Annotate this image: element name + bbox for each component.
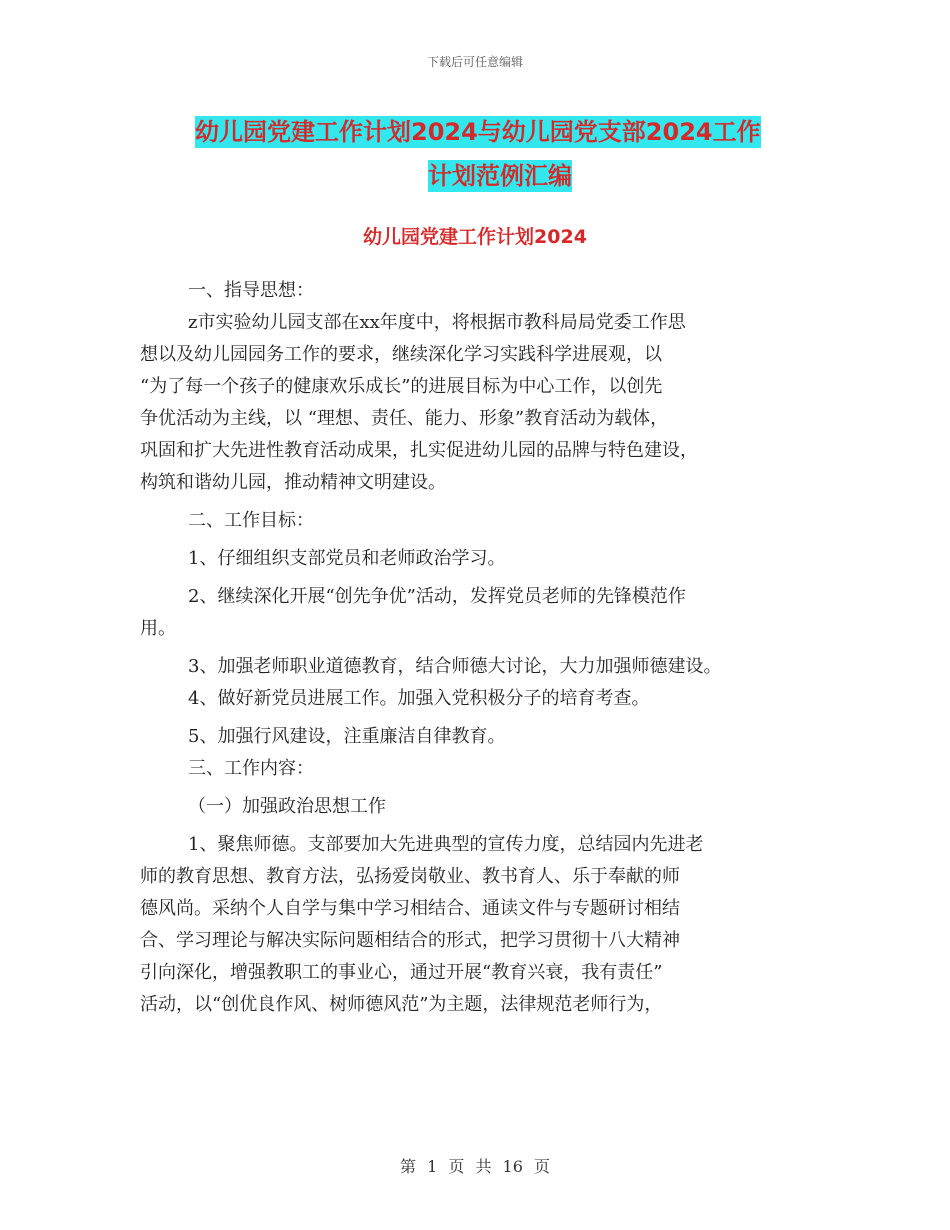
section-title: 幼儿园党建工作计划2024 [363,226,587,248]
title-line-1: 幼儿园党建工作计划2024与幼儿园党支部2024工作 [195,118,761,146]
paragraph-guiding-thought: z市实验幼儿园支部在xx年度中，将根据市教科局局党委工作思 想以及幼儿园园务工作的要求，继续深化学习实践科学进展观，以 “为了每一个孩子的健康欢乐成长”的进展目标为中心工作，以创先 争优活动为主线，以 “理想、责任、能力、形象”教育活动为载体， 巩固和扩大先进性教育活动成果，扎实促进幼儿园的品牌与特色建设， 构筑和谐幼儿园，推动精神文明建设。 [140,312,698,493]
goal-item-5: 5、加强行风建设，注重廉洁自律教育。 [188,726,506,747]
document-body [140,275,830,1021]
goal-item-4: 4、做好新党员进展工作。加强入党积极分子的培育考查。 [188,688,650,709]
heading-political-work: （一）加强政治思想工作 [188,796,386,817]
header-note: 下载后可任意编辑 [426,55,523,69]
heading-guiding-thought: 一、指导思想： [188,280,314,301]
page-footer: 第 1 页 共 16 页 [400,1157,550,1176]
goal-item-1: 1、仔细组织支部党员和老师政治学习。 [188,548,506,569]
title-line-2: 计划范例汇编 [428,162,572,190]
heading-work-content: 三、工作内容： [188,758,314,779]
goal-item-2: 2、继续深化开展“创先争优”活动，发挥党员老师的先锋模范作 用。 [140,586,686,639]
document-title [195,110,805,198]
heading-work-goals: 二、工作目标： [188,510,314,531]
goal-item-3: 3、加强老师职业道德教育，结合师德大讨论，大力加强师德建设。 [188,656,722,677]
paragraph-teacher-ethics: 1、聚焦师德。支部要加大先进典型的宣传力度，总结园内先进老 师的教育思想、教育方法，弘扬爱岗敬业、教书育人、乐于奉献的师 德风尚。采纳个人自学与集中学习相结合、通读文件与专题研讨相结 合、学习理论与解决实际问题相结合的形式，把学习贯彻十八大精神 引向深化，增强教职工的事业心，通过开展“教育兴衰，我有责任” 活动，以“创优良作风、树师德风范”为主题，法律规范老师行为， [140,834,704,1015]
